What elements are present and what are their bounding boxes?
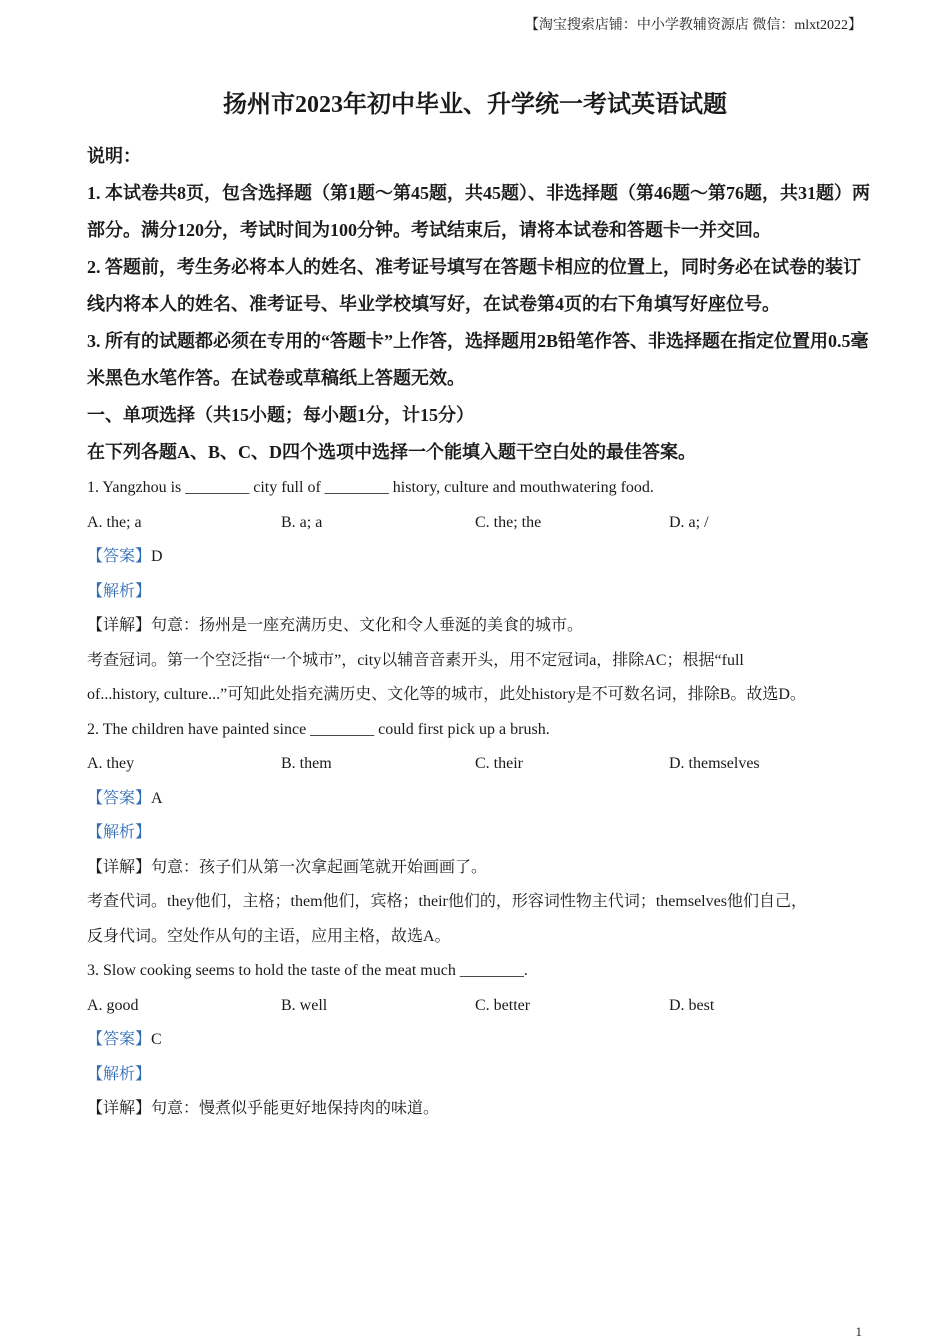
- question-options: [87, 506, 877, 541]
- instruction-item-3: 3. 所有的试题都必须在专用的“答题卡”上作答，选择题用2B铅笔作答、非选择题在指定位置用0.5毫米黑色水笔作答。在试卷或草稿纸上答题无效。: [87, 331, 869, 388]
- detail-line: [87, 851, 877, 886]
- answer-value: D: [151, 548, 163, 565]
- detail-line: [87, 1092, 877, 1127]
- option-d: D. themselves: [669, 755, 760, 772]
- instructions-heading: 说明：: [87, 146, 141, 166]
- question-stem: 1. Yangzhou is ________ city full of ________ history, culture and mouthwatering food.: [87, 479, 654, 496]
- explanation-line: 反身代词。空处作从句的主语，应用主格，故选A。: [87, 927, 451, 945]
- question-options: [87, 747, 877, 782]
- answer-line: [87, 1023, 877, 1058]
- analysis-label: 【解析】: [87, 824, 152, 841]
- analysis-line: [87, 575, 877, 610]
- option-d: D. a; /: [669, 513, 709, 531]
- question-stem: 2. The children have painted since ________ could first pick up a brush.: [87, 720, 550, 738]
- explanation-line: 考查代词。they他们，主格；them他们，宾格；their他们的，形容词性物主代词；themselves他们自己，: [87, 893, 807, 910]
- exam-title: 扬州市2023年初中毕业、升学统一考试英语试题: [223, 92, 727, 118]
- answer-line: [87, 540, 877, 575]
- instruction-item-2: 2. 答题前，考生务必将本人的姓名、准考证号填写在答题卡相应的位置上，同时务必在试卷的装订线内将本人的姓名、准考证号、毕业学校填写好，在试卷第4页的右下角填写好座位号。: [87, 257, 861, 314]
- explanation-line: of...history, culture...”可知此处指充满历史、文化等的城市，此处history是不可数名词，排除B。故选D。: [87, 686, 806, 703]
- header-note: 【淘宝搜索店铺：中小学教辅资源店 微信：mlxt2022】: [524, 18, 862, 33]
- detail-line: [87, 609, 877, 644]
- question-options: [87, 989, 877, 1024]
- option-b: B. well: [281, 996, 328, 1014]
- detail-text: 句意：扬州是一座充满历史、文化和令人垂涎的美食的城市。: [151, 617, 584, 634]
- analysis-line: [87, 816, 877, 851]
- option-b: B. a; a: [281, 513, 323, 531]
- page-number: 1: [855, 1324, 862, 1339]
- option-c: C. better: [475, 996, 531, 1014]
- section-title: 一、单项选择（共15小题；每小题1分，计15分）: [87, 405, 474, 425]
- analysis-label: 【解析】: [87, 582, 152, 600]
- answer-label: 【答案】: [87, 1031, 152, 1048]
- detail-label: 【详解】: [87, 858, 152, 876]
- answer-label: 【答案】: [87, 789, 152, 807]
- option-a: A. they: [87, 755, 135, 772]
- instruction-item-1: 1. 本试卷共8页，包含选择题（第1题～第45题，共45题）、非选择题（第46题～第76题，共31题）两部分。满分120分，考试时间为100分钟。考试结束后，请将本试卷和答题卡一并交回。: [87, 183, 870, 240]
- option-a: A. the; a: [87, 513, 142, 531]
- answer-value: C: [151, 1031, 162, 1048]
- section-directions: 在下列各题A、B、C、D四个选项中选择一个能填入题干空白处的最佳答案。: [87, 442, 696, 462]
- detail-label: 【详解】: [87, 1100, 152, 1117]
- question-stem: 3. Slow cooking seems to hold the taste of the meat much ________.: [87, 962, 528, 979]
- detail-text: 句意：孩子们从第一次拿起画笔就开始画画了。: [151, 858, 488, 876]
- answer-label: 【答案】: [87, 548, 152, 565]
- answer-value: A: [151, 789, 163, 807]
- answer-line: [87, 782, 877, 817]
- option-c: C. their: [475, 755, 523, 772]
- detail-text: 句意：慢煮似乎能更好地保持肉的味道。: [151, 1100, 440, 1117]
- document-body: [87, 138, 877, 1127]
- analysis-label: 【解析】: [87, 1065, 152, 1083]
- option-a: A. good: [87, 996, 139, 1014]
- option-c: C. the; the: [475, 513, 542, 531]
- option-b: B. them: [281, 755, 332, 772]
- explanation-line: 考查冠词。第一个空泛指“一个城市”，city以辅音音素开头，用不定冠词a，排除AC；根据“full: [87, 651, 744, 669]
- option-d: D. best: [669, 996, 715, 1014]
- detail-label: 【详解】: [87, 617, 152, 634]
- analysis-line: [87, 1058, 877, 1093]
